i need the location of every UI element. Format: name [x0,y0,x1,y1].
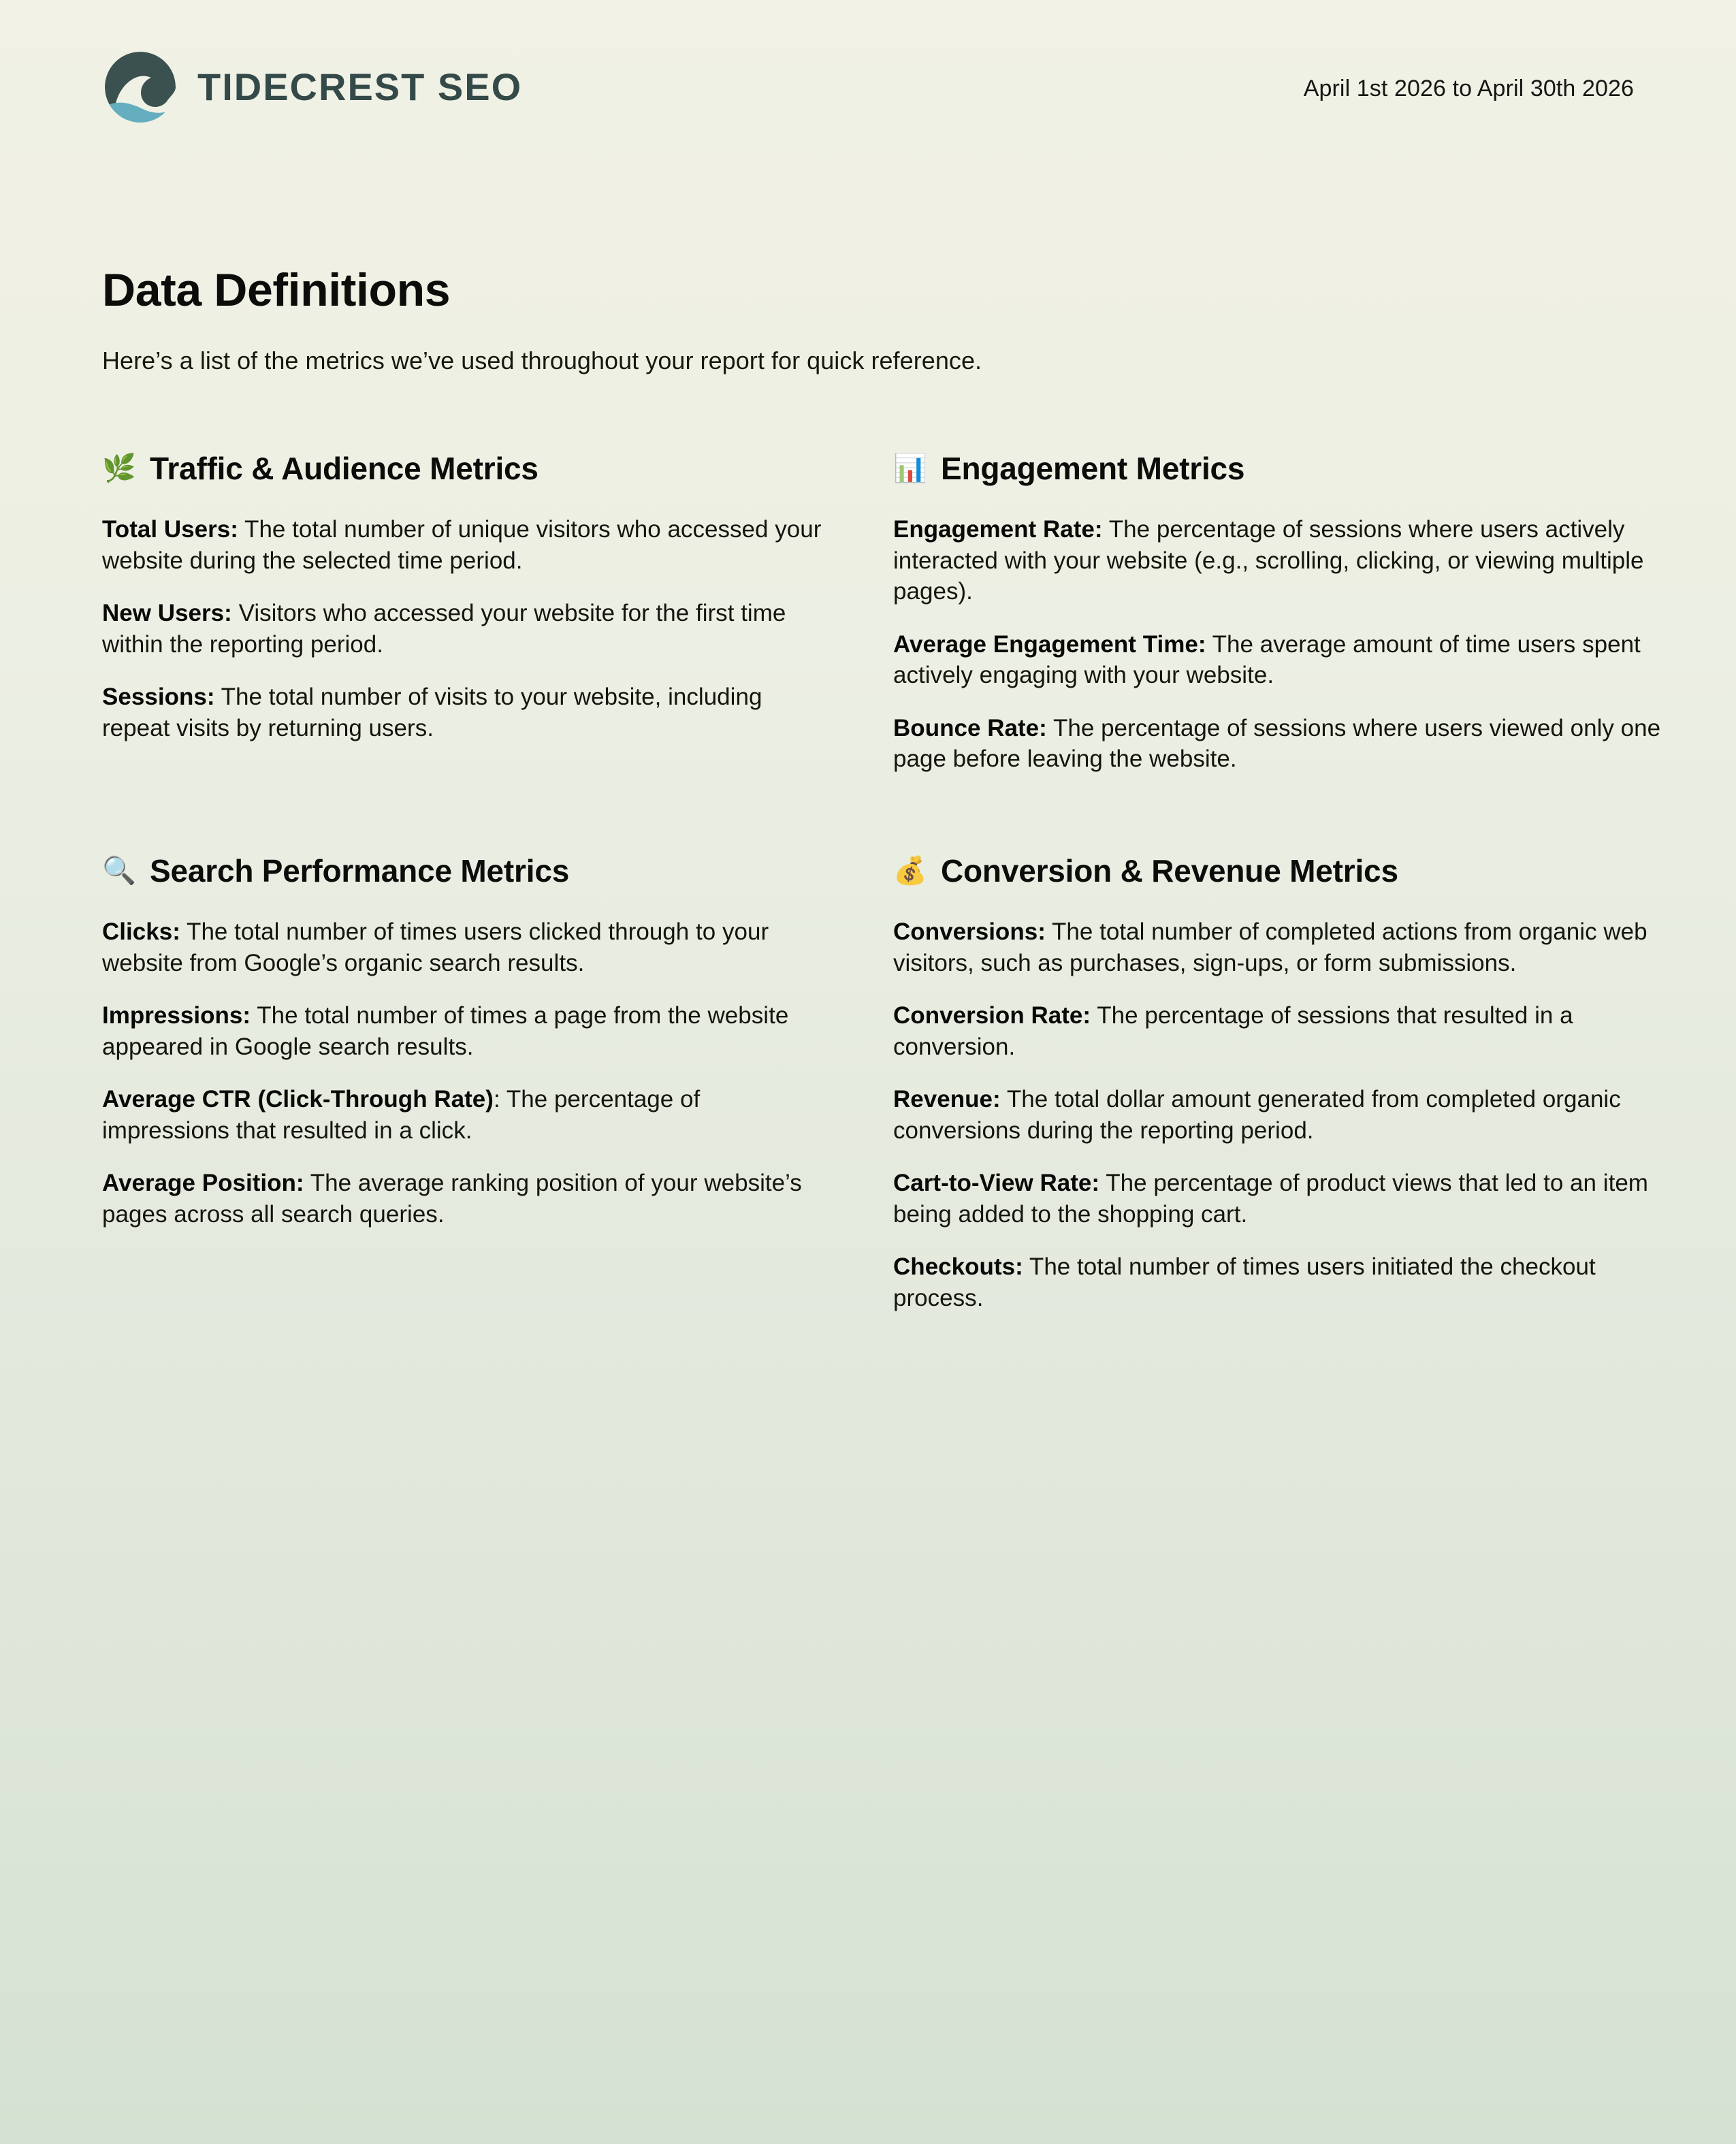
definition-description: The percentage of sessions that resulted in a conversion. [893,1002,1573,1060]
section-engagement-metrics [893,451,1684,775]
definition-item [102,682,831,743]
definition-term: Impressions: [102,1002,251,1029]
definition-description: The total number of times a page from the website appeared in Google search results. [102,1002,789,1060]
section-traffic-audience-metrics [102,451,893,775]
report-date-range: April 1st 2026 to April 30th 2026 [1303,76,1634,101]
definition-description: The total dollar amount generated from completed organic conversions during the reporting period. [893,1086,1621,1144]
definition-description: The total number of times users initiated the checkout process. [893,1253,1596,1311]
definition-description: The total number of completed actions from organic web visitors, such as purchases, sign-ups, or form submissions. [893,918,1647,976]
definition-item [102,1168,831,1230]
definition-term: Total Users: [102,516,238,543]
definition-list [893,916,1684,1313]
definition-item [102,1000,831,1062]
definition-term: Checkouts: [893,1253,1023,1281]
section-header [893,854,1684,889]
definition-item [893,916,1684,978]
definition-term: Sessions: [102,684,215,711]
definition-term: Average Engagement Time: [893,630,1206,658]
page-header [102,0,1634,174]
section-conversion-revenue-metrics [893,854,1684,1314]
definition-description: The total number of visits to your website, including repeat visits by returning users. [102,684,762,741]
definition-item [102,1084,831,1146]
definition-description: The percentage of sessions where users actively interacted with your website (e.g., scrolling, clicking, or viewing multiple pages). [893,516,1644,605]
definition-item [893,629,1684,691]
page-title: Data Definitions [102,264,451,316]
definition-item [893,713,1684,775]
page-subtitle: Here’s a list of the metrics we’ve used throughout your report for quick reference. [102,347,982,375]
definition-description: Visitors who accessed your website for the first time within the reporting period. [102,600,786,658]
magnifying-glass-icon: 🔍 [102,856,136,886]
definition-description: The average ranking position of your website’s pages across all search queries. [102,1170,802,1228]
definition-term: Bounce Rate: [893,714,1047,741]
definition-list [102,916,831,1230]
definition-description: The percentage of product views that led to an item being added to the shopping cart. [893,1170,1648,1228]
definition-item [893,1168,1684,1230]
definition-description: The total number of times users clicked through to your website from Google’s organic search results. [102,918,769,976]
brand-name: TIDECREST SEO [197,65,523,108]
definitions-grid [102,450,1661,1314]
definition-term: Engagement Rate: [893,516,1103,543]
bar-chart-icon: 📊 [893,453,927,483]
definition-term: Average Position: [102,1170,304,1197]
definition-list [102,514,831,743]
definition-description: : The percentage of impressions that resulted in a click. [102,1086,701,1144]
brand-lockup [102,49,522,125]
definition-description: The average amount of time users spent actively engaging with your website. [893,630,1641,689]
section-search-performance-metrics [102,854,893,1314]
definition-item [102,514,831,576]
definition-description: The total number of unique visitors who accessed your website during the selected time period. [102,516,822,574]
definition-term: New Users: [102,600,232,627]
herb-leaf-icon: 🌿 [102,453,136,483]
section-header [102,451,831,486]
definition-term: Conversions: [893,918,1046,946]
section-header [893,451,1684,486]
money-bag-icon: 💰 [893,856,927,886]
definition-item [102,916,831,978]
definition-item [893,1251,1684,1313]
section-title: Conversion & Revenue Metrics [941,852,1398,889]
definition-term: Clicks: [102,918,180,946]
definition-term: Average CTR (Click-Through Rate) [102,1086,494,1113]
section-header [102,854,831,889]
definition-item [893,514,1684,607]
definition-term: Revenue: [893,1086,1001,1113]
definition-item [102,598,831,660]
definition-description: The percentage of sessions where users viewed only one page before leaving the website. [893,714,1661,773]
definition-list [893,514,1684,775]
definition-term: Cart-to-View Rate: [893,1170,1100,1197]
definition-item [893,1084,1684,1146]
definition-term: Conversion Rate: [893,1002,1091,1029]
section-title: Engagement Metrics [941,450,1245,486]
wave-circle-logo-icon [102,49,178,125]
section-title: Traffic & Audience Metrics [150,450,539,486]
definition-item [893,1000,1684,1062]
section-title: Search Performance Metrics [150,852,570,889]
